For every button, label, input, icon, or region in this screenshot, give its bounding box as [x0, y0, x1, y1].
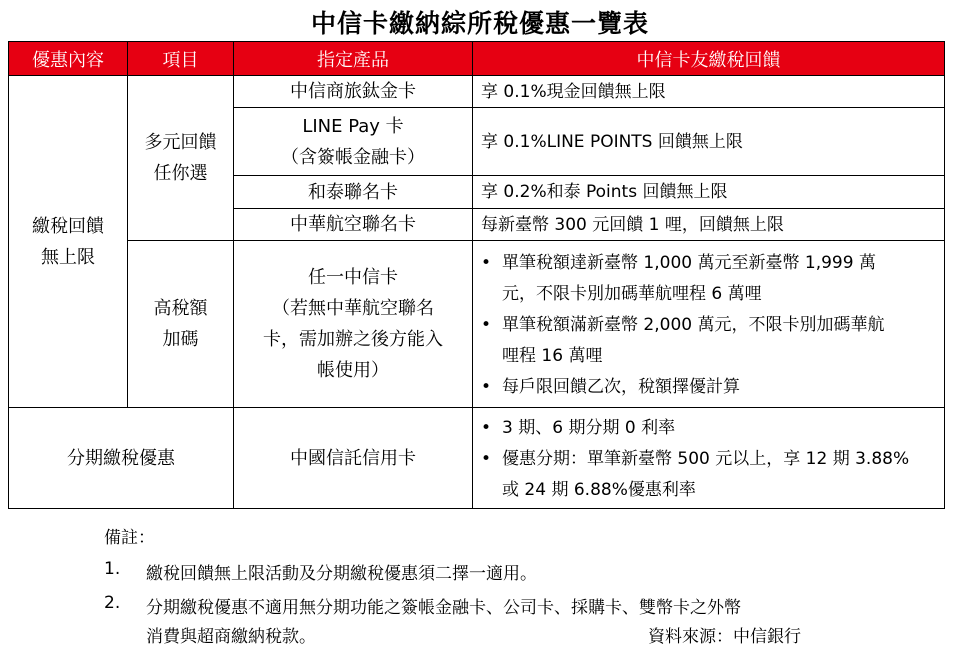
list-item-line: • 單筆稅額滿新臺幣 2,000 萬元，不限卡別加碼華航	[502, 314, 885, 335]
label-line: 無上限	[41, 246, 95, 268]
product-line: 卡，需加辦之後方能入	[263, 329, 443, 350]
section-installment-label: 分期繳稅優惠	[9, 408, 234, 509]
benefit-cell: 享 0.1%現金回饋無上限	[473, 76, 945, 108]
product-line: （若無中華航空聯名	[272, 298, 434, 319]
list-item	[502, 413, 936, 444]
benefit-cell	[473, 241, 945, 408]
product-cell: 中華航空聯名卡	[234, 209, 473, 241]
table-row	[9, 408, 945, 509]
header-benefit-content: 優惠內容	[9, 42, 128, 76]
list-item-line: 哩程 16 萬哩	[502, 345, 603, 366]
table-row	[9, 76, 945, 108]
label-line: 多元回饋	[144, 132, 217, 153]
page-title: 中信卡繳納綜所稅優惠一覽表	[310, 9, 649, 38]
header-item: 項目	[128, 42, 234, 76]
table-row	[9, 241, 945, 408]
product-line: （含簽帳金融卡）	[281, 146, 425, 168]
table-header-row	[9, 42, 945, 76]
note-text: 消費與超商繳納稅款。	[146, 627, 316, 647]
product-line: 任一中信卡	[308, 267, 398, 288]
list-item-line: 或 24 期 6.88%優惠利率	[502, 479, 696, 500]
product-cell: 中信商旅鈦金卡	[234, 76, 473, 108]
source-credit: 資料來源：中信銀行	[648, 627, 801, 647]
list-item	[502, 444, 936, 506]
header-product: 指定產品	[234, 42, 473, 76]
note-text: 分期繳稅優惠不適用無分期功能之簽帳金融卡、公司卡、採購卡、雙幣卡之外幣	[146, 598, 741, 618]
group-high-tax-label	[128, 241, 234, 408]
benefit-cell: 每新臺幣 300 元回饋 1 哩，回饋無上限	[473, 209, 945, 241]
benefit-list	[473, 409, 944, 508]
benefit-list	[473, 244, 944, 405]
label-line: 任你選	[153, 163, 208, 184]
benefit-cell: 享 0.2%和泰 Points 回饋無上限	[473, 176, 945, 209]
label-line: 高稅額	[153, 298, 208, 319]
list-item-line: 元，不限卡別加碼華航哩程 6 萬哩	[502, 283, 762, 304]
list-item	[502, 310, 936, 372]
note-text: 繳稅回饋無上限活動及分期繳稅優惠須二擇一適用。	[146, 564, 537, 584]
label-line: 加碼	[162, 329, 199, 350]
label-line: 繳稅回饋	[32, 215, 104, 237]
list-item	[502, 248, 936, 310]
list-item-line: • 優惠分期：單筆新臺幣 500 元以上，享 12 期 3.88%	[502, 448, 910, 469]
notes-label: 備註：	[104, 528, 155, 548]
list-item	[502, 372, 936, 403]
product-line: LINE Pay 卡	[302, 115, 404, 137]
note-number: 2.	[104, 593, 121, 613]
section-tax-reward-label	[9, 76, 128, 408]
group-multi-reward-label	[128, 76, 234, 241]
product-cell	[234, 108, 473, 176]
benefit-cell: 享 0.1%LINE POINTS 回饋無上限	[473, 108, 945, 176]
product-line: 帳使用）	[317, 360, 389, 381]
benefit-cell	[473, 408, 945, 509]
list-item-line: • 單筆稅額達新臺幣 1,000 萬元至新臺幣 1,999 萬	[502, 252, 876, 273]
tax-benefit-table	[8, 41, 945, 509]
list-item-line: • 每戶限回饋乙次，稅額擇優計算	[502, 376, 740, 397]
header-cardholder-reward: 中信卡友繳稅回饋	[473, 42, 945, 76]
note-number: 1.	[104, 559, 121, 579]
product-cell	[234, 241, 473, 408]
list-item-line: • 3 期、6 期分期 0 利率	[502, 417, 676, 438]
product-cell: 和泰聯名卡	[234, 176, 473, 209]
product-cell: 中國信託信用卡	[234, 408, 473, 509]
